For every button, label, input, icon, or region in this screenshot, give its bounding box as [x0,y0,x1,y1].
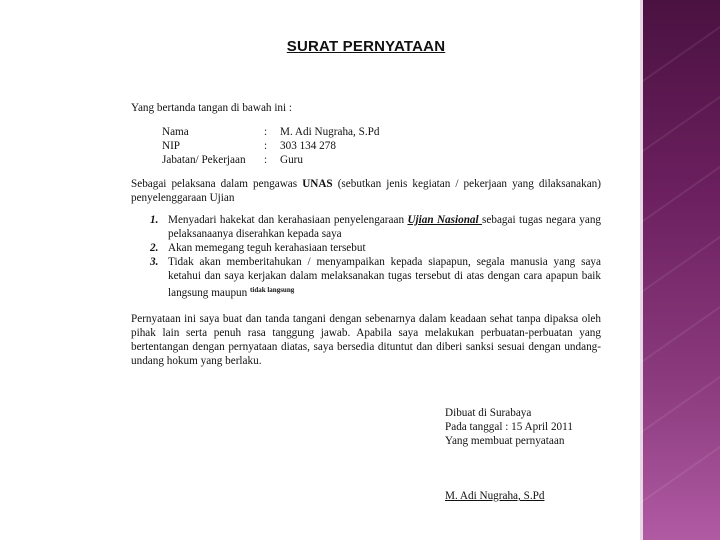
list-item [150,213,601,241]
document-title: SURAT PERNYATAAN [286,38,446,55]
signer-name: M. Adi Nugraha, S.Pd [445,490,545,502]
list-item-number: 3. [150,256,159,268]
sidebar-stripe [640,333,720,449]
list-item-text-main: Tidak akan memberitahukan / menyampaikan kepada siapapun, segala manusia yang saya ketahui dan saya kerjakan dalam melaksanakan tugas tersebut di atas dengan cara apapun baik langsung maupun [168,256,601,299]
identity-separator: : [264,154,268,166]
list-item-small-note: tidak langsung [250,286,295,294]
identity-table [162,125,379,167]
list-item-text-after: sebagai tugas negara yang pelaksanaanya diserahkan kepada saya [168,214,602,240]
identity-label: NIP [162,140,181,152]
sidebar-stripe [640,123,720,239]
identity-separator: : [264,126,268,138]
list-item-number: 1. [150,214,159,226]
identity-value: 303 134 278 [280,140,336,152]
opening-line: Yang bertanda tangan di bawah ini : [131,102,293,114]
role-paragraph [131,177,601,205]
list-item-number: 2. [150,242,159,254]
list-item-text: Akan memegang teguh kerahasiaan tersebut [168,242,366,254]
list-item [150,241,601,255]
identity-label: Jabatan/ Pekerjaan [162,154,246,166]
sidebar-stripe [640,53,720,169]
sidebar-stripe [640,403,720,519]
role-text-bold: UNAS [302,178,333,190]
closing-paragraph: Pernyataan ini saya buat dan tanda tangani dengan sebenarnya dalam keadaan sehat tanpa dipaksa oleh pihak lain serta penuh rasa tanggung jawab. Apabila saya melakukan perbuatan-perbuatan yang bertentangan dengan pernyataan diatas, saya bersedia dituntut dan diberi sanksi sesuai dengan undang-undang hokum yang berlaku. [131,313,601,367]
identity-row-nama [162,125,379,139]
identity-value: Guru [280,154,303,166]
role-text-before: Sebagai pelaksana dalam pengawas [131,178,303,190]
signature-date: Pada tanggal : 15 April 2011 [445,421,573,433]
list-item-text-before: Menyadari hakekat dan kerahasiaan penyelengaraan [168,214,408,226]
statement-list [150,213,601,300]
sidebar-stripe [640,0,720,99]
identity-row-jabatan [162,153,379,167]
list-item-text [168,255,601,300]
role-text-after: (sebutkan jenis kegiatan / pekerjaan yang dilaksanakan) penyelenggaraan Ujian [131,178,602,204]
sidebar-stripe [640,193,720,309]
list-item [150,255,601,300]
signature-block [445,406,573,448]
signature-place: Dibuat di Surabaya [445,407,532,419]
identity-label: Nama [162,126,189,138]
decorative-sidebar [640,0,720,540]
identity-row-nip [162,139,379,153]
identity-value: M. Adi Nugraha, S.Pd [280,126,380,138]
list-item-emphasis: Ujian Nasional [407,214,483,226]
signature-maker: Yang membuat pernyataan [445,435,565,447]
sidebar-stripe [640,263,720,379]
list-item-text [168,213,601,241]
identity-separator: : [264,140,268,152]
